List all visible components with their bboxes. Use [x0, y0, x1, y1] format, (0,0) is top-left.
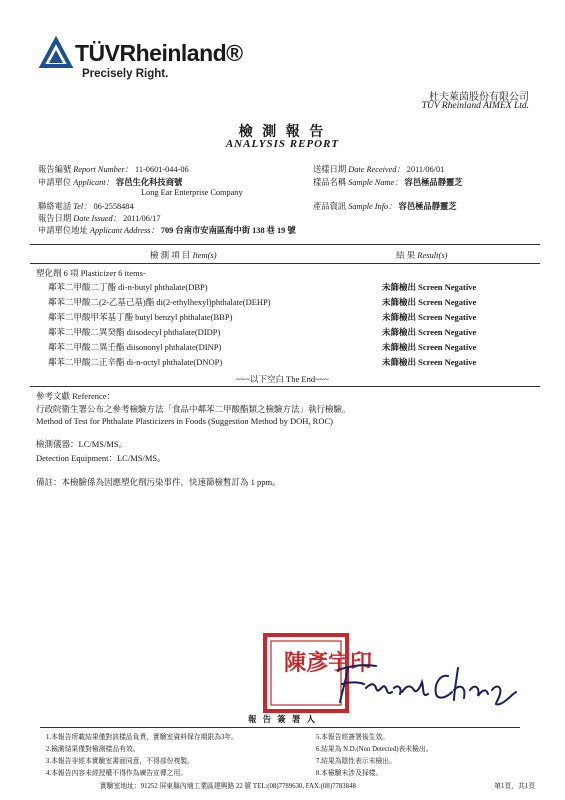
table-row [48, 296, 271, 308]
report-number-value: 11-0601-044-06 [135, 165, 189, 174]
sample-info-label-zh: 產品資訊 [313, 202, 347, 211]
tel-value: 06-2558484 [93, 202, 134, 211]
row-item-zh: 鄰苯二甲酸二異癸酯 [48, 327, 125, 337]
sample-name-label-en: Sample Name： [348, 178, 403, 187]
footer-note: 6.結果為 N.D.(Non Detected)表未檢出。 [316, 746, 433, 753]
row-result: 未篩檢出 Screen Negative [382, 342, 477, 352]
report-number-row [38, 163, 189, 175]
address-label-zh: 申請單位地址 [38, 226, 88, 235]
tel-label-zh: 聯絡電話 [38, 202, 72, 211]
sample-info-value: 容邑極品靜靈芝 [398, 202, 457, 211]
applicant-value-zh: 容邑生化科技商號 [115, 178, 183, 187]
column-header-items-en: Item(s) [192, 250, 217, 260]
address-label-en: Applicant Address： [89, 226, 159, 235]
end-marker: ~~~以下空白 The End~~~ [236, 374, 329, 384]
row-result: 未篩檢出 Screen Negative [382, 357, 477, 367]
footer-note: 4.本報告內容未經授權不得作為廣告宣傳之用。 [46, 770, 188, 777]
date-issued-row [38, 212, 161, 224]
report-number-label-zh: 報告編號 [38, 165, 72, 174]
column-header-result-zh: 結 果 [396, 250, 416, 260]
footer-note: 1.本報告所載結果僅對該樣品負責，實驗室資料保存期限為3年。 [46, 734, 239, 741]
report-title-zh: 檢 測 報 告 [238, 125, 327, 140]
reference-line-en: Method of Test for Phthalate Plasticizers in Foods (Suggestion Method by DOH, ROC) [36, 416, 333, 426]
table-row [48, 311, 232, 323]
address-row [38, 224, 296, 236]
footer-note: 7.結果為陰性表示未檢出。 [316, 758, 396, 765]
group-label: 塑化劑 6 項 Plasticizer 6 items- [36, 268, 146, 278]
report-number-label-en: Report Number： [73, 165, 133, 174]
sample-name-value: 容邑極品靜靈芝 [404, 178, 463, 187]
date-received-row [313, 163, 444, 175]
footer-note: 5.本報告經簽署後生效。 [316, 734, 390, 741]
applicant-label-zh: 申請單位 [38, 178, 72, 187]
note-text: 備註：本檢驗係為因應塑化劑污染事件，快速篩檢暫訂為 1 ppm。 [36, 477, 281, 487]
column-header-result-en: Result(s) [417, 250, 448, 260]
column-header-result [396, 249, 447, 261]
applicant-label-en: Applicant： [73, 178, 114, 187]
row-item-zh: 鄰苯二甲酸二丁酯 [48, 282, 117, 292]
row-item-en: diisononyl phthalate(DINP) [126, 342, 222, 352]
date-received-label-en: Date Received： [348, 165, 405, 174]
sample-info-row [313, 200, 457, 212]
date-received-label-zh: 送樣日期 [313, 165, 347, 174]
handwritten-signature-icon [330, 658, 530, 708]
table-header-rule [30, 263, 540, 264]
table-row [48, 341, 221, 353]
signer-label: 報 告 簽 署 人 [247, 714, 317, 724]
equipment-line-zh: 檢測儀器：LC/MS/MS。 [36, 439, 128, 449]
row-item-en: di-n-butyl phthalate(DBP) [118, 282, 208, 292]
reference-line-zh: 行政院衛生署公布之參考檢驗方法「食品中鄰苯二甲酸酯類之檢驗方法」執行檢驗。 [36, 404, 351, 414]
row-item-en: di(2-ethylhexyl)phthalate(DEHP) [156, 297, 271, 307]
table-top-rule [30, 244, 540, 245]
lab-address: 實驗室地址：91252 屏東縣內埔工業區建興路 22 號 TEL:(08)7789630, FAX:(08)7783848 [100, 783, 356, 790]
column-header-items [150, 249, 217, 261]
row-item-zh: 鄰苯二甲酸二正辛酯 [48, 357, 125, 367]
table-row [48, 326, 220, 338]
row-item-zh: 鄰苯二甲酸甲苯基丁酯 [48, 312, 134, 322]
footer-note: 2.檢測結果僅對檢測樣品有效。 [46, 746, 140, 753]
brand-tagline: Precisely Right. [82, 68, 169, 80]
tel-row [38, 200, 134, 212]
date-issued-label-en: Date Issued： [73, 214, 121, 223]
sample-name-label-zh: 樣品名稱 [313, 178, 347, 187]
table-row [48, 356, 222, 368]
row-item-zh: 鄰苯二甲酸二(2-乙基己基)酯 [48, 297, 155, 307]
company-name-zh: 杜夫萊茵股份有限公司 [429, 92, 529, 103]
footer-note: 3.本報告非經本實驗室書面同意，不得部份複製。 [46, 758, 194, 765]
row-result: 未篩檢出 Screen Negative [382, 312, 477, 322]
address-value: 709 台南市安南區海中街 138 巷 19 號 [160, 226, 296, 235]
table-bottom-rule [30, 386, 540, 387]
table-row [48, 281, 208, 293]
footer-note: 8.本檢驗未涉及採樣。 [316, 770, 383, 777]
equipment-line-en: Detection Equipment：LC/MS/MS。 [36, 453, 166, 463]
reference-label: 參考文獻 Reference： [36, 391, 116, 401]
column-header-items-zh: 檢 測 項 目 [150, 250, 191, 260]
sample-info-label-en: Sample Info： [348, 202, 397, 211]
company-name-en: TÜV Rheinland AIMEX Ltd. [421, 101, 529, 111]
date-issued-label-zh: 報告日期 [38, 214, 72, 223]
row-item-en: diisodecyl phthalate(DIDP) [126, 327, 221, 337]
footer-rule [40, 727, 520, 728]
applicant-row [38, 176, 182, 188]
tuv-logo-icon [40, 38, 72, 68]
row-result: 未篩檢出 Screen Negative [382, 297, 477, 307]
seal-character: 陳彥宇印 [284, 650, 373, 676]
row-result: 未篩檢出 Screen Negative [382, 327, 477, 337]
date-issued-value: 2011/06/17 [123, 214, 161, 223]
page-number: 第1頁，共1頁 [494, 783, 535, 790]
row-item-zh: 鄰苯二甲酸二異壬酯 [48, 342, 125, 352]
applicant-value-en: Long Ear Enterprise Company [141, 188, 243, 197]
row-result: 未篩檢出 Screen Negative [382, 282, 477, 292]
tel-label-en: Tel： [73, 202, 92, 211]
sample-name-row [313, 176, 463, 188]
row-item-en: butyl benzyl phthalate(BBP) [135, 312, 233, 322]
date-received-value: 2011/06/01 [406, 165, 445, 174]
row-item-en: di-n-octyl phthalate(DNOP) [126, 357, 223, 367]
report-title-en: ANALYSIS REPORT [225, 138, 340, 150]
brand-name: TÜVRheinland® [75, 40, 243, 66]
